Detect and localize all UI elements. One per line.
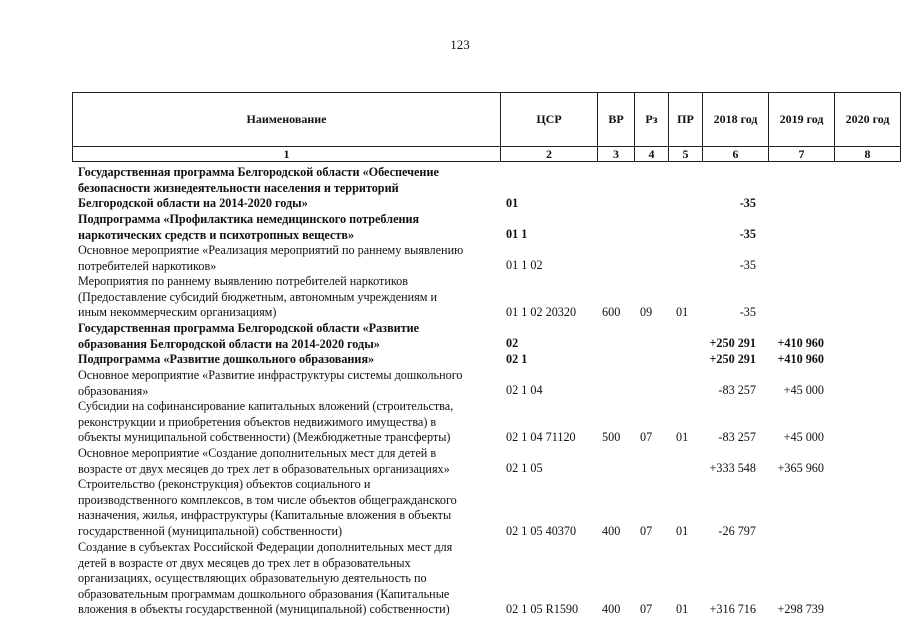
table-header: [72, 92, 901, 162]
cell-rz: 07: [640, 430, 653, 445]
col-rz-header: Рз: [635, 93, 669, 147]
row-name: Основное мероприятие «Развитие инфраструктуры системы дошкольного образования»: [78, 368, 463, 398]
cell-csr: 02 1 05 40370: [506, 524, 577, 539]
row-name: Государственная программа Белгородской области «Обеспечение безопасности жизнедеятельности населения и территорий Белгородской области на 2014-2020 годы»: [78, 165, 439, 211]
col-csr-header: ЦСР: [501, 93, 598, 147]
row-name: Подпрограмма «Профилактика немедицинского потребления наркотических средств и психотропных веществ»: [78, 212, 420, 242]
cell-csr: 01: [506, 196, 519, 211]
table-row: [78, 243, 900, 274]
cell-2018: -35: [739, 305, 756, 320]
table-row: [78, 540, 900, 618]
col-number: 2: [501, 147, 598, 162]
cell-2018: -26 797: [718, 524, 756, 539]
cell-csr: 01 1 02 20320: [506, 305, 577, 320]
page-number: 123: [450, 37, 470, 52]
cell-2019: +410 960: [777, 352, 824, 367]
row-name: Основное мероприятие «Реализация мероприятий по раннему выявлению потребителей наркотиков»: [78, 243, 464, 273]
col-pr-header: ПР: [669, 93, 703, 147]
cell-pr: 01: [676, 305, 689, 320]
table-row: [78, 274, 900, 321]
cell-rz: 07: [640, 524, 653, 539]
col-2019-header: 2019 год: [769, 93, 835, 147]
cell-2019: +365 960: [777, 461, 824, 476]
cell-csr: 02 1 05: [506, 461, 543, 476]
cell-2018: -83 257: [718, 383, 756, 398]
col-number: 3: [598, 147, 635, 162]
cell-csr: 02 1 04 71120: [506, 430, 576, 445]
cell-rz: 07: [640, 602, 653, 617]
cell-csr: 01 1 02: [506, 258, 543, 273]
cell-csr: 01 1: [506, 227, 528, 242]
cell-pr: 01: [676, 602, 689, 617]
col-number: 5: [669, 147, 703, 162]
table-row: [78, 212, 900, 243]
row-name: Создание в субъектах Российской Федерации дополнительных мест для детей в возрасте от двух месяцев до трех лет в образовательных организациях, осуществляющих образовательную деятельность по образовательным программам дошкольного образования (Капитальные вложения в объекты государственной (муниципальной) собственности): [78, 540, 453, 617]
cell-pr: 01: [676, 430, 689, 445]
table-row: [78, 352, 900, 368]
cell-2018: -35: [739, 196, 756, 211]
row-name: Государственная программа Белгородской области «Развитие образования Белгородской области на 2014-2020 годы»: [78, 321, 420, 351]
cell-vr: 400: [602, 602, 621, 617]
cell-csr: 02 1 05 R1590: [506, 602, 579, 617]
cell-2019: +410 960: [777, 336, 824, 351]
cell-2018: +316 716: [709, 602, 756, 617]
cell-2018: +333 548: [709, 461, 756, 476]
cell-2018: -83 257: [718, 430, 756, 445]
row-name: Строительство (реконструкция) объектов социального и производственного комплексов, в том числе объектов общегражданского назначения, жилья, инфраструктуры (Капитальные вложения в объекты государственной (муниципальной) собственности): [78, 477, 457, 538]
cell-csr: 02 1: [506, 352, 528, 367]
table-row: [78, 165, 900, 212]
cell-2018: -35: [739, 258, 756, 273]
cell-vr: 600: [602, 305, 621, 320]
cell-csr: 02: [506, 336, 519, 351]
table-row: [78, 321, 900, 352]
col-2020-header: 2020 год: [835, 93, 901, 147]
cell-vr: 500: [602, 430, 621, 445]
cell-2019: +45 000: [783, 383, 824, 398]
col-number: 8: [835, 147, 901, 162]
cell-2018: -35: [739, 227, 756, 242]
col-number: 4: [635, 147, 669, 162]
table-row: [78, 399, 900, 446]
cell-2018: +250 291: [709, 352, 756, 367]
cell-pr: 01: [676, 524, 689, 539]
row-name: Субсидии на софинансирование капитальных вложений (строительства, реконструкции и приобретения объектов недвижимого имущества) в объекты муниципальной собственности) (Межбюджетные трансферты): [78, 399, 454, 445]
col-number: 6: [703, 147, 769, 162]
row-name: Основное мероприятие «Создание дополнительных мест для детей в возрасте от двух месяцев до трех лет в образовательных организациях»: [78, 446, 450, 476]
cell-vr: 400: [602, 524, 621, 539]
cell-2018: +250 291: [709, 336, 756, 351]
table-row: [78, 368, 900, 399]
cell-csr: 02 1 04: [506, 383, 543, 398]
table-row: [78, 446, 900, 477]
row-name: Подпрограмма «Развитие дошкольного образования»: [78, 352, 375, 366]
table-row: [78, 477, 900, 540]
cell-2019: +298 739: [777, 602, 824, 617]
row-name: Мероприятия по раннему выявлению потребителей наркотиков (Предоставление субсидий бюджетным, автономным учреждениям и иным некоммерческим организациям): [78, 274, 438, 320]
col-2018-header: 2018 год: [703, 93, 769, 147]
cell-rz: 09: [640, 305, 653, 320]
col-vr-header: ВР: [598, 93, 635, 147]
col-number: 7: [769, 147, 835, 162]
col-name-header: Наименование: [73, 93, 501, 147]
col-number: 1: [73, 147, 501, 162]
cell-2019: +45 000: [783, 430, 824, 445]
